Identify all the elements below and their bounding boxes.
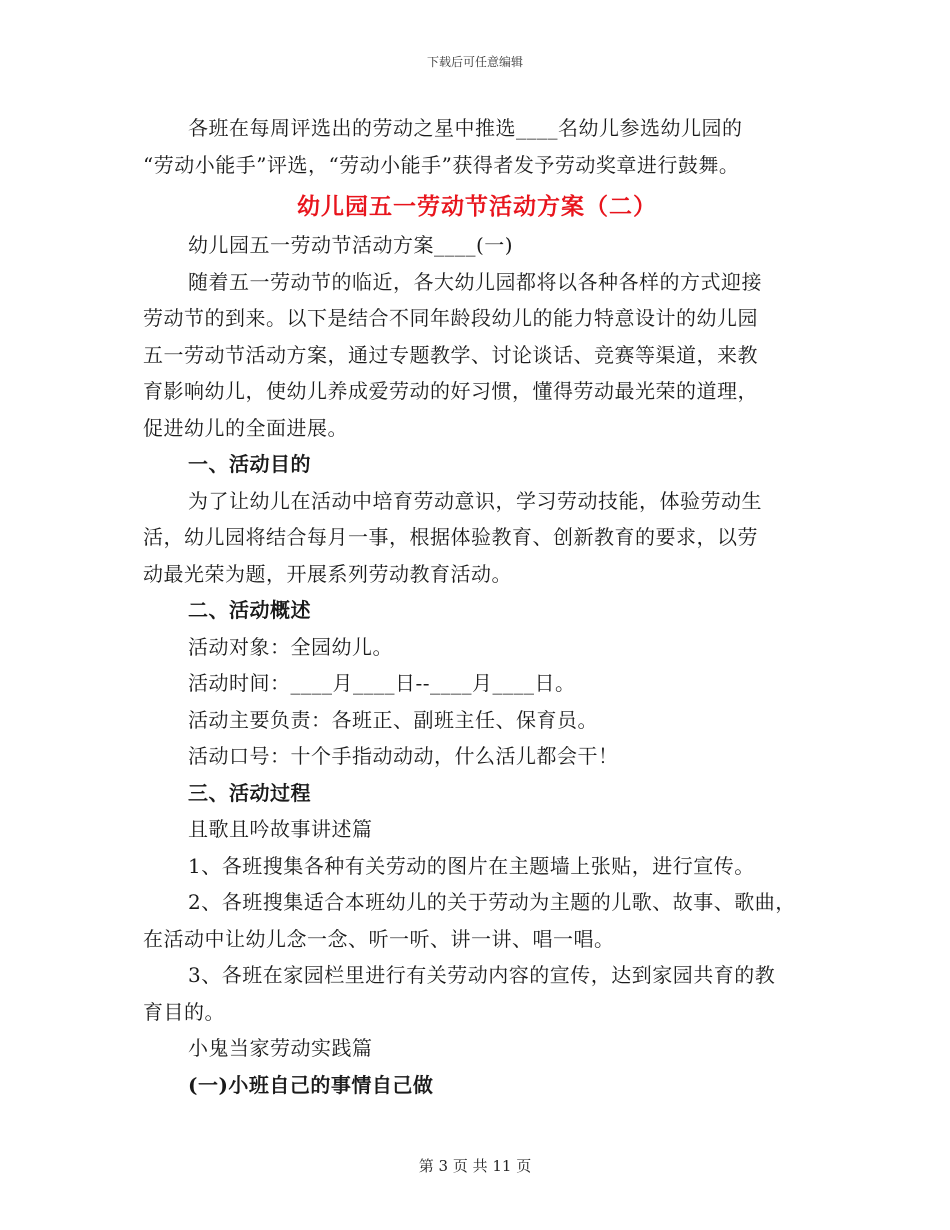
document-body xyxy=(143,110,811,1103)
subsection-small-class: (一)小班自己的事情自己做 xyxy=(188,1072,434,1097)
paragraph-line: “劳动小能手”评选，“劳动小能手”获得者发予劳动奖章进行鼓舞。 xyxy=(143,152,740,177)
page-footer: 第 3 页 共 11 页 xyxy=(418,1157,532,1175)
heading-overview: 二、活动概述 xyxy=(188,598,311,622)
list-item-continuation: 在活动中让幼儿念一念、听一听、讲一讲、唱一唱。 xyxy=(143,926,615,951)
paragraph-line: 为了让幼儿在活动中培育劳动意识，学习劳动技能，体验劳动生 xyxy=(188,488,762,513)
list-item: 3、各班在家园栏里进行有关劳动内容的宣传，达到家园共育的教 xyxy=(188,963,776,987)
heading-purpose: 一、活动目的 xyxy=(188,452,311,476)
subsection-practice: 小鬼当家劳动实践篇 xyxy=(188,1036,373,1060)
overview-target: 活动对象：全园幼儿。 xyxy=(188,634,393,659)
paragraph-line: 五一劳动节活动方案，通过专题教学、讨论谈话、竞赛等渠道，来教 xyxy=(143,342,758,367)
paragraph-line: 各班在每周评选出的劳动之星中推选____名幼儿参选幼儿园的 xyxy=(188,116,743,140)
list-item-continuation: 育目的。 xyxy=(143,999,225,1024)
subtitle-line: 幼儿园五一劳动节活动方案____(一) xyxy=(188,233,514,257)
overview-slogan: 活动口号：十个手指动动动，什么活儿都会干！ xyxy=(188,744,619,768)
paragraph-line: 促进幼儿的全面进展。 xyxy=(143,415,348,440)
subsection-story: 且歌且吟故事讲述篇 xyxy=(188,817,373,841)
list-item: 2、各班搜集适合本班幼儿的关于劳动为主题的儿歌、故事、歌曲， xyxy=(188,890,796,914)
paragraph-line: 育影响幼儿，使幼儿养成爱劳动的好习惯，懂得劳动最光荣的道理， xyxy=(143,379,758,403)
paragraph-line: 随着五一劳动节的临近，各大幼儿园都将以各种各样的方式迎接 xyxy=(188,269,762,294)
overview-responsible: 活动主要负责：各班正、副班主任、保育员。 xyxy=(188,707,598,732)
section-title: 幼儿园五一劳动节活动方案（二） xyxy=(297,193,657,220)
list-item: 1、各班搜集各种有关劳动的图片在主题墙上张贴，进行宣传。 xyxy=(188,853,755,878)
heading-process: 三、活动过程 xyxy=(188,780,311,805)
header-note: 下载后可任意编辑 xyxy=(426,55,523,69)
paragraph-line: 劳动节的到来。以下是结合不同年龄段幼儿的能力特意设计的幼儿园 xyxy=(143,306,758,330)
paragraph-line: 活，幼儿园将结合每月一事，根据体验教育、创新教育的要求，以劳 xyxy=(143,525,758,549)
overview-time: 活动时间：____月____日--____月____日。 xyxy=(188,671,576,695)
paragraph-line: 动最光荣为题，开展系列劳动教育活动。 xyxy=(143,561,512,586)
